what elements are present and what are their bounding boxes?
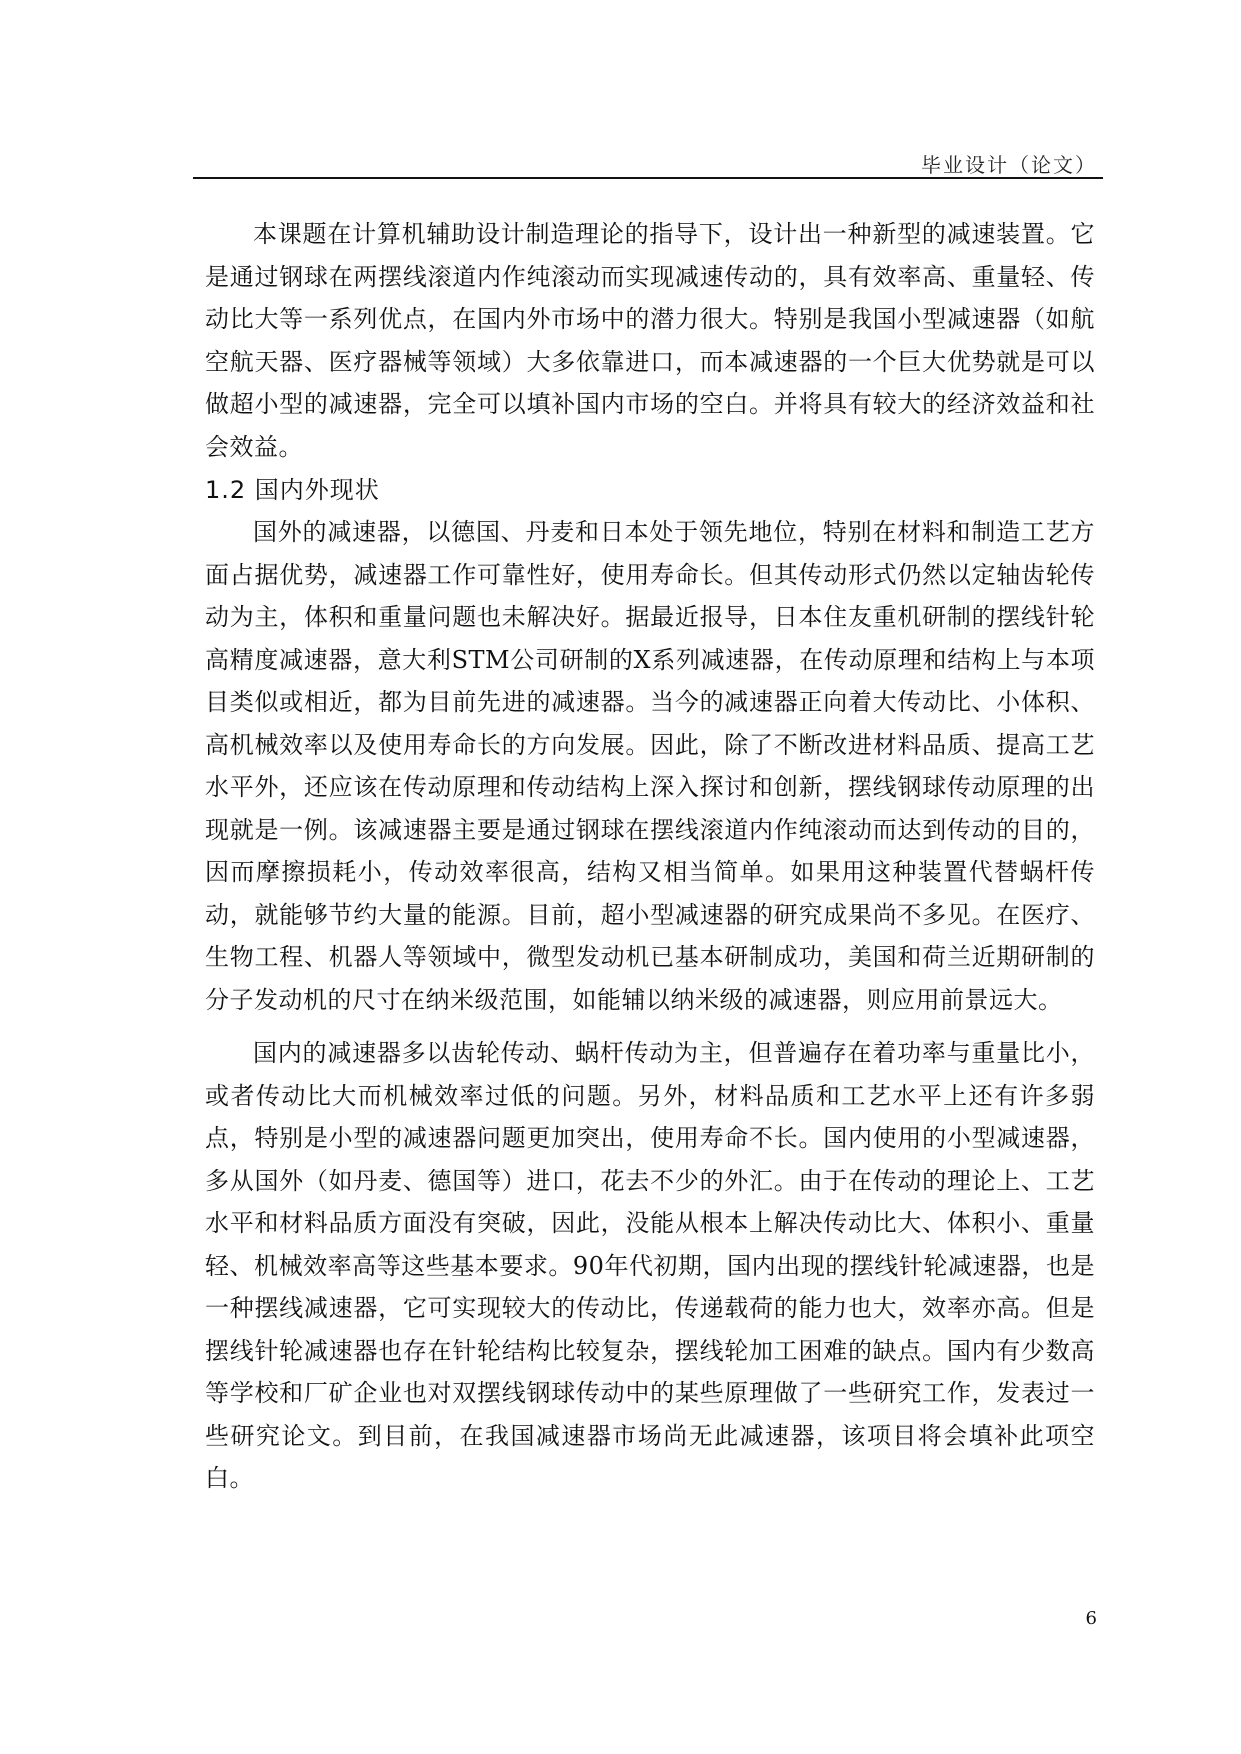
page-body [205, 213, 1095, 1500]
intro-paragraph: 本课题在计算机辅助设计制造理论的指导下，设计出一种新型的减速装置。它是通过钢球在两摆线滚道内作纯滚动而实现减速传动的，具有效率高、重量轻、传动比大等一系列优点，在国内外市场中的潜力很大。特别是我国小型减速器（如航空航天器、医疗器械等领域）大多依靠进口，而本减速器的一个巨大优势就是可以做超小型的减速器，完全可以填补国内市场的空白。并将具有较大的经济效益和社会效益。 [205, 220, 1095, 461]
domestic-status-paragraph: 国内的减速器多以齿轮传动、蜗杆传动为主，但普遍存在着功率与重量比小，或者传动比大而机械效率过低的问题。另外，材料品质和工艺水平上还有许多弱点，特别是小型的减速器问题更加突出，使用寿命不长。国内使用的小型减速器，多从国外（如丹麦、德国等）进口，花去不少的外汇。由于在传动的理论上、工艺水平和材料品质方面没有突破，因此，没能从根本上解决传动比大、体积小、重量轻、机械效率高等这些基本要求。90年代初期，国内出现的摆线针轮减速器，也是一种摆线减速器，它可实现较大的传动比，传递载荷的能力也大，效率亦高。但是摆线针轮减速器也存在针轮结构比较复杂，摆线轮加工困难的缺点。国内有少数高等学校和厂矿企业也对双摆线钢球传动中的某些原理做了一些研究工作，发表过一些研究论文。到目前，在我国减速器市场尚无此减速器，该项目将会填补此项空白。 [205, 1039, 1095, 1492]
section-heading: 1.2 国内外现状 [205, 476, 380, 504]
header-title: 毕业设计（论文） [921, 153, 1097, 177]
foreign-status-paragraph: 国外的减速器，以德国、丹麦和日本处于领先地位，特别在材料和制造工艺方面占据优势，减速器工作可靠性好，使用寿命长。但其传动形式仍然以定轴齿轮传动为主，体积和重量问题也未解决好。据最近报导，日本住友重机研制的摆线针轮高精度减速器，意大利STM公司研制的X系列减速器，在传动原理和结构上与本项目类似或相近，都为目前先进的减速器。当今的减速器正向着大传动比、小体积、高机械效率以及使用寿命长的方向发展。因此，除了不断改进材料品质、提高工艺水平外，还应该在传动原理和传动结构上深入探讨和创新，摆线钢球传动原理的出现就是一例。该减速器主要是通过钢球在摆线滚道内作纯滚动而达到传动的目的，因而摩擦损耗小，传动效率很高，结构又相当简单。如果用这种装置代替蜗杆传动，就能够节约大量的能源。目前，超小型减速器的研究成果尚不多见。在医疗、生物工程、机器人等领域中，微型发动机已基本研制成功，美国和荷兰近期研制的分子发动机的尺寸在纳米级范围，如能辅以纳米级的减速器，则应用前景远大。 [205, 518, 1095, 1014]
page-header [193, 145, 1103, 179]
page-number: 6 [1085, 1608, 1097, 1629]
